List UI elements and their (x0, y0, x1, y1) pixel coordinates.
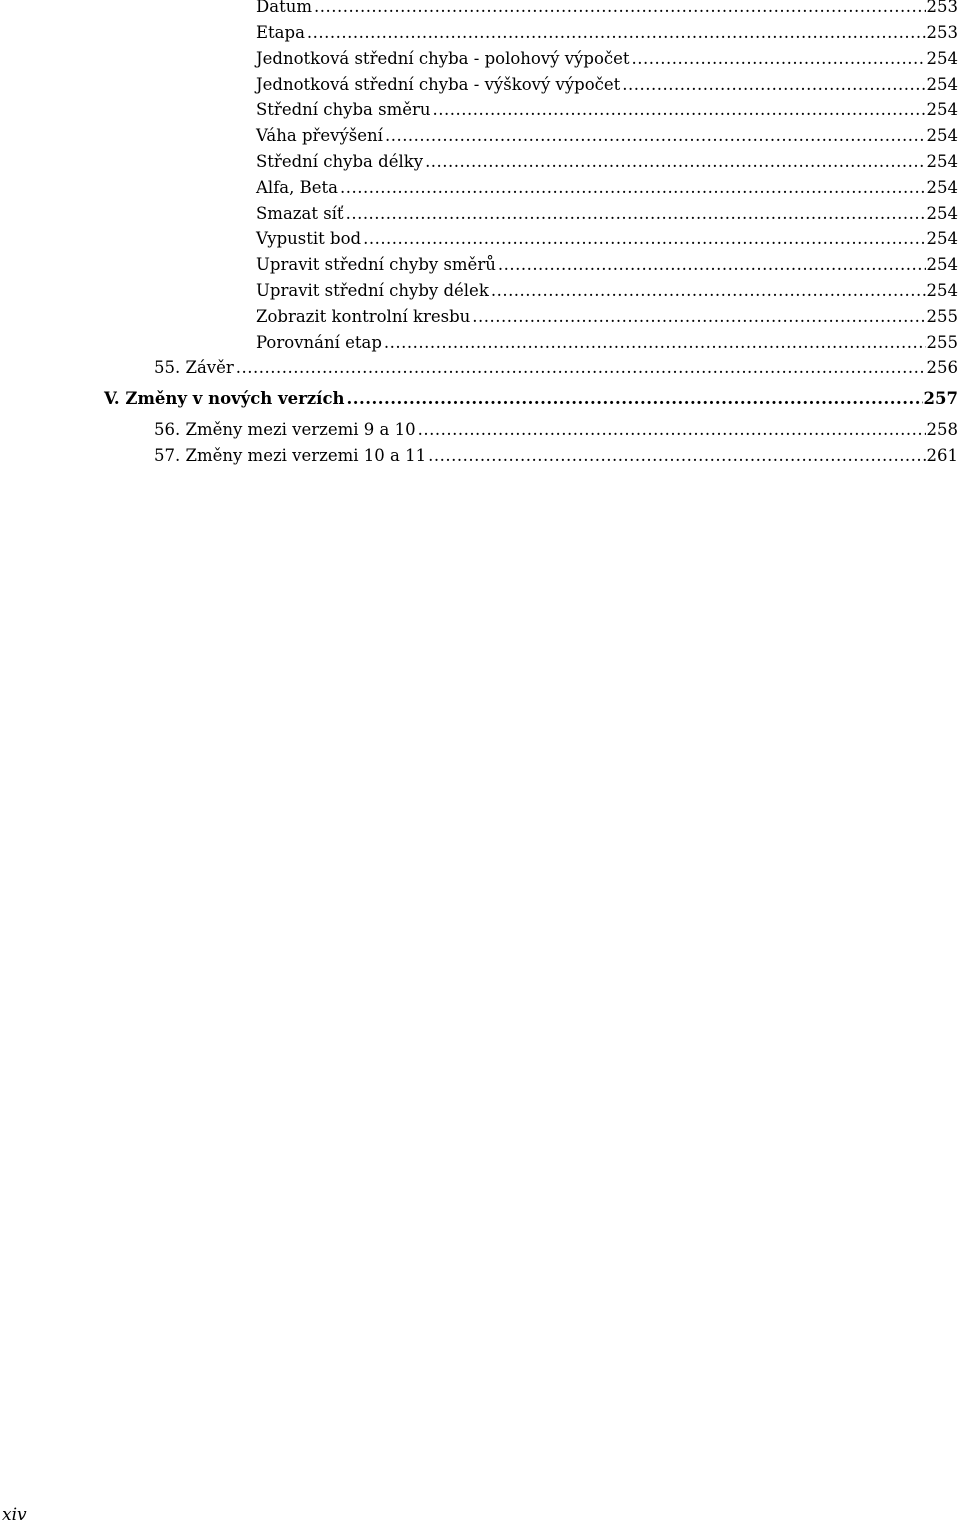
toc-dot-leader (425, 150, 925, 174)
toc-entry-page: 254 (926, 152, 958, 171)
toc-entry-page: 261 (926, 446, 958, 465)
toc-entry[interactable] (256, 253, 958, 277)
toc-entry[interactable] (256, 202, 958, 226)
toc-dot-leader (346, 202, 926, 226)
toc-entry-page: 254 (926, 75, 958, 94)
toc-entry-title: Smazat síť (256, 204, 344, 223)
toc-entry-title: 57. Změny mezi verzemi 10 a 11 (154, 446, 427, 465)
toc-dot-leader (307, 21, 926, 45)
toc-dot-leader (347, 387, 923, 411)
toc-entry-title: Střední chyba směru (256, 100, 431, 119)
toc-entry[interactable] (154, 444, 958, 468)
toc-dot-leader (314, 0, 926, 19)
toc-entry-title: Váha převýšení (256, 126, 383, 145)
toc-dot-leader (418, 418, 926, 442)
toc-entry-page: 254 (926, 126, 958, 145)
toc-entry-page: 258 (926, 420, 958, 439)
toc-entry[interactable] (256, 305, 958, 329)
toc-dot-leader (340, 176, 926, 200)
toc-entry-page: 255 (926, 333, 958, 352)
toc-entry[interactable] (256, 279, 958, 303)
toc-entry[interactable] (154, 356, 958, 380)
toc-entry[interactable] (256, 124, 958, 148)
page-number: xiv (2, 1505, 27, 1525)
toc-entry-page: 255 (926, 307, 958, 326)
toc-dot-leader (385, 124, 926, 148)
toc-entry-title: Alfa, Beta (256, 178, 338, 197)
toc-entry-title: Upravit střední chyby délek (256, 281, 489, 300)
toc-dot-leader (363, 227, 925, 251)
toc-entry-page: 253 (926, 0, 958, 16)
toc-dot-leader (384, 331, 926, 355)
toc-entry-page: 254 (926, 100, 958, 119)
toc-entry-page: 254 (926, 178, 958, 197)
toc-entry-title: Jednotková střední chyba - polohový výpočet (256, 49, 630, 68)
toc-entry-title: Zobrazit kontrolní kresbu (256, 307, 471, 326)
toc-entry-title: Střední chyba délky (256, 152, 424, 171)
toc-entry-page: 257 (923, 389, 958, 408)
toc-entry-title: Jednotková střední chyba - výškový výpočet (256, 75, 621, 94)
toc-dot-leader (491, 279, 926, 303)
toc-entry-title: Upravit střední chyby směrů (256, 255, 496, 274)
toc-entry[interactable] (256, 150, 958, 174)
toc-part-entry[interactable] (104, 387, 958, 411)
toc-entry-title: Porovnání etap (256, 333, 382, 352)
toc-entry-title: 56. Změny mezi verzemi 9 a 10 (154, 420, 416, 439)
toc-entry-title: V. Změny v nových verzích (104, 389, 345, 408)
toc-entry-page: 254 (926, 281, 958, 300)
toc-entry[interactable] (256, 21, 958, 45)
toc-dot-leader (428, 444, 925, 468)
toc-entry-page: 253 (926, 23, 958, 42)
toc-dot-leader (498, 253, 926, 277)
toc-dot-leader (622, 73, 925, 97)
toc-entry[interactable] (256, 0, 958, 19)
toc-entry[interactable] (256, 47, 958, 71)
toc-entry[interactable] (256, 227, 958, 251)
toc-entry-page: 254 (926, 229, 958, 248)
toc-entry[interactable] (256, 98, 958, 122)
toc-entry-title: 55. Závěr (154, 358, 234, 377)
toc-dot-leader (472, 305, 925, 329)
toc-entry-page: 254 (926, 255, 958, 274)
toc-entry[interactable] (256, 331, 958, 355)
toc-entry-page: 256 (926, 358, 958, 377)
toc-entry-title: Datum (256, 0, 312, 16)
toc-entry[interactable] (154, 418, 958, 442)
toc-entry[interactable] (256, 73, 958, 97)
toc-entry-title: Etapa (256, 23, 305, 42)
toc-dot-leader (433, 98, 926, 122)
toc-entry-page: 254 (926, 204, 958, 223)
toc-entry[interactable] (256, 176, 958, 200)
toc-entry-page: 254 (926, 49, 958, 68)
toc-entry-title: Vypustit bod (256, 229, 362, 248)
toc-dot-leader (236, 356, 926, 380)
toc-dot-leader (632, 47, 926, 71)
